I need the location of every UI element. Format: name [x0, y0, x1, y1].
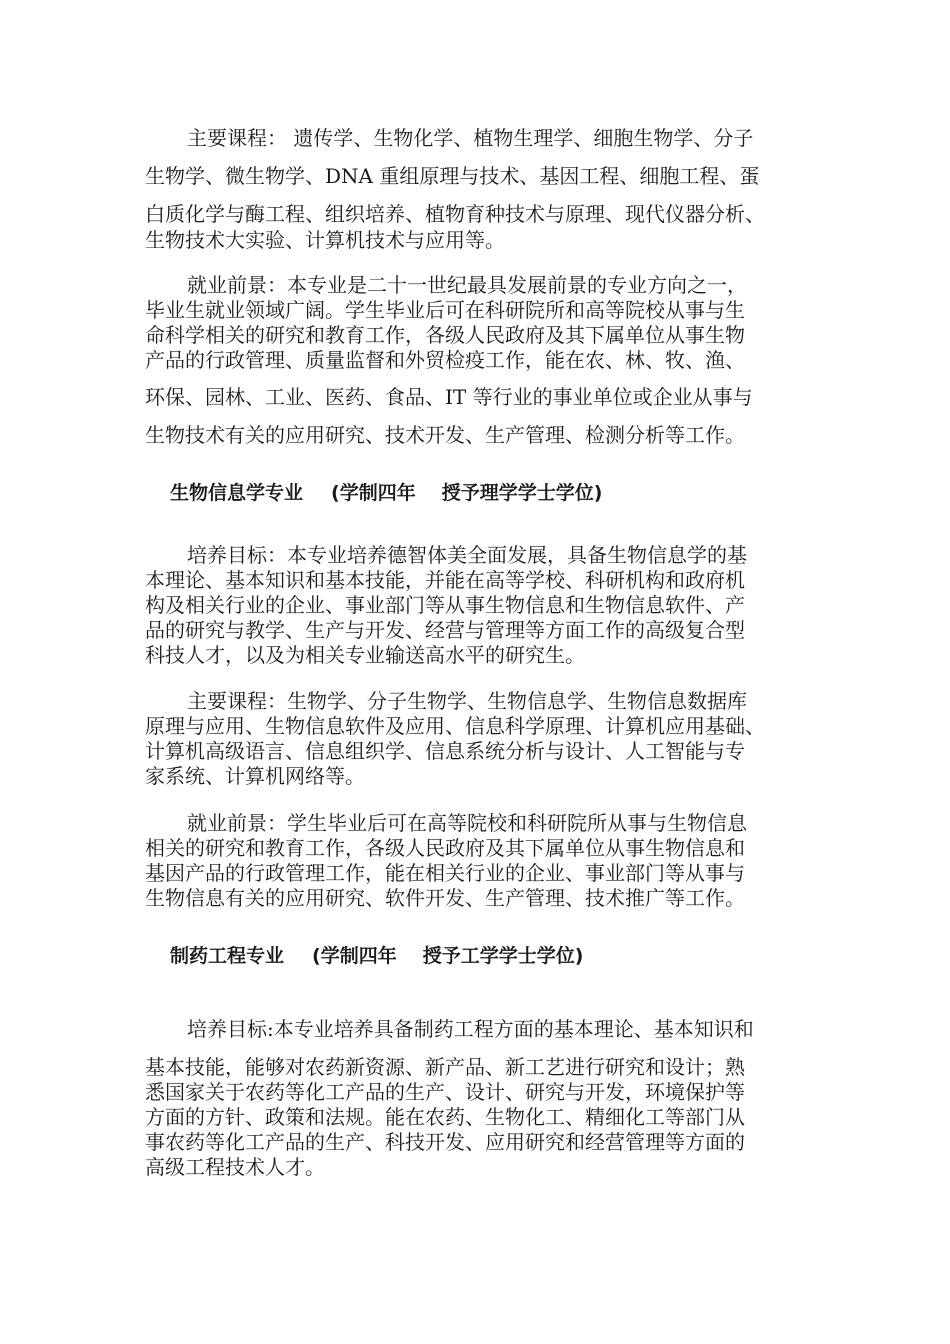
text-line: 生物信息有关的应用研究、软件开发、生产管理、技术推广等工作。 — [145, 886, 745, 910]
text-line: 白质化学与酶工程、组织培养、植物育种技术与原理、现代仪器分析、 — [145, 202, 765, 226]
text-line: 事农药等化工产品的生产、科技开发、应用研究和经营管理等方面的 — [145, 1130, 745, 1154]
degree-awarded: 授予理学学士学位) — [441, 482, 603, 504]
text-line: 原理与应用、生物信息软件及应用、信息科学原理、计算机应用基础、 — [145, 714, 765, 738]
text-line: 方面的方针、政策和法规。能在农药、生物化工、精细化工等部门从 — [145, 1105, 745, 1129]
text-line: 就业前景：学生毕业后可在高等院校和科研院所从事与生物信息 — [187, 811, 747, 835]
text-line: 培养目标:本专业培养具备制药工程方面的基本理论、基本知识和 — [187, 1017, 754, 1041]
text-line: 毕业生就业领域广阔。学生毕业后可在科研院所和高等院校从事与生 — [145, 298, 745, 322]
section-heading-pharmaceutical-engineering — [170, 943, 583, 969]
degree-awarded: 授予工学学士学位) — [422, 945, 584, 967]
study-duration: (学制四年 — [331, 482, 416, 504]
text-line: 构及相关行业的企业、事业部门等从事生物信息和生物信息软件、产 — [145, 593, 745, 617]
text-line: 主要课程：生物学、分子生物学、生物信息学、生物信息数据库 — [187, 689, 747, 713]
text-line: 本理论、基本知识和基本技能，并能在高等学校、科研机构和政府机 — [145, 568, 745, 592]
text-line: 高级工程技术人才。 — [145, 1155, 325, 1179]
text-line: 基因产品的行政管理工作，能在相关行业的企业、事业部门等从事与 — [145, 861, 745, 885]
text-line: 主要课程： 遗传学、生物化学、植物生理学、细胞生物学、分子 — [187, 126, 754, 150]
text-line: 生物技术有关的应用研究、技术开发、生产管理、检测分析等工作。 — [145, 423, 745, 447]
text-line: 基本技能，能够对农药新资源、新产品、新工艺进行研究和设计；熟 — [145, 1055, 745, 1079]
text-line: 就业前景：本专业是二十一世纪最具发展前景的专业方向之一， — [187, 273, 747, 297]
text-line: 命科学相关的研究和教育工作，各级人民政府及其下属单位从事生物 — [145, 323, 745, 347]
study-duration: (学制四年 — [312, 945, 397, 967]
major-name: 生物信息学专业 — [170, 482, 304, 504]
text-line: 科技人才，以及为相关专业输送高水平的研究生。 — [145, 643, 585, 667]
text-line: 培养目标：本专业培养德智体美全面发展，具备生物信息学的基 — [187, 543, 747, 567]
text-line: 家系统、计算机网络等。 — [145, 764, 365, 788]
text-line: 计算机高级语言、信息组织学、信息系统分析与设计、人工智能与专 — [145, 739, 745, 763]
text-line: 环保、园林、工业、医药、食品、IT 等行业的事业单位或企业从事与 — [145, 385, 753, 409]
text-line: 产品的行政管理、质量监督和外贸检疫工作，能在农、林、牧、渔、 — [145, 348, 745, 372]
major-name: 制药工程专业 — [170, 945, 285, 967]
text-line: 生物学、微生物学、DNA 重组原理与技术、基因工程、细胞工程、蛋 — [145, 164, 760, 188]
text-line: 生物技术大实验、计算机技术与应用等。 — [145, 228, 505, 252]
text-line: 悉国家关于农药等化工产品的生产、设计、研究与开发，环境保护等 — [145, 1080, 745, 1104]
section-heading-bioinformatics — [170, 480, 602, 506]
text-line: 品的研究与教学、生产与开发、经营与管理等方面工作的高级复合型 — [145, 618, 745, 642]
text-line: 相关的研究和教育工作，各级人民政府及其下属单位从事生物信息和 — [145, 836, 745, 860]
